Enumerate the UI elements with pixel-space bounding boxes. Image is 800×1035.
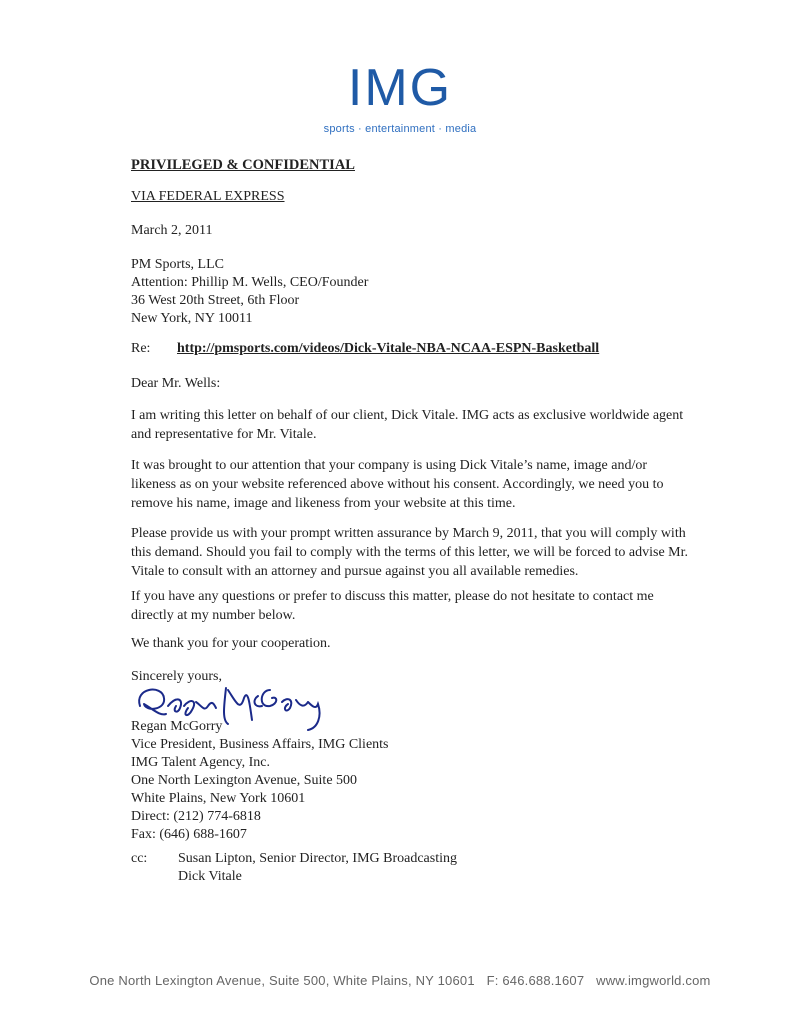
re-label: Re: xyxy=(131,341,151,356)
signer-fax: Fax: (646) 688-1607 xyxy=(131,827,247,842)
footer-website: www.imgworld.com xyxy=(596,973,711,988)
paragraph-1 xyxy=(131,406,691,444)
cc-recipient-2: Dick Vitale xyxy=(178,869,242,884)
recipient-street: 36 West 20th Street, 6th Floor xyxy=(131,293,300,308)
img-logo-mark: IMG xyxy=(347,59,453,117)
signer-address-2: White Plains, New York 10601 xyxy=(131,791,306,806)
footer-address: One North Lexington Avenue, Suite 500, White Plains, NY 10601 xyxy=(89,973,475,988)
letterhead-footer xyxy=(0,973,800,988)
paragraph-2 xyxy=(131,456,686,513)
thanks-line: We thank you for your cooperation. xyxy=(131,636,331,651)
paragraph-2-text: It was brought to our attention that your company is using Dick Vitale’s name, image and/or likeness as on your website referenced above without his consent. Accordingly, we need you to remove his name, image and likeness from your website at this time. xyxy=(131,458,664,511)
recipient-company: PM Sports, LLC xyxy=(131,257,224,272)
delivery-method: VIA FEDERAL EXPRESS xyxy=(131,189,285,204)
cc-label: cc: xyxy=(131,851,148,866)
cc-recipient-1: Susan Lipton, Senior Director, IMG Broadcasting xyxy=(178,851,458,866)
recipient-attention: Attention: Phillip M. Wells, CEO/Founder xyxy=(131,275,369,290)
signer-direct-phone: Direct: (212) 774-6818 xyxy=(131,809,261,824)
letterhead-logo xyxy=(0,60,800,116)
footer-fax: F: 646.688.1607 xyxy=(486,973,585,988)
logo-tagline: sports · entertainment · media xyxy=(323,123,477,135)
recipient-address xyxy=(131,256,368,328)
signer-title: Vice President, Business Affairs, IMG Clients xyxy=(131,737,389,752)
paragraph-4-text: If you have any questions or prefer to discuss this matter, please do not hesitate to contact me directly at my number below. xyxy=(131,589,654,623)
paragraph-4 xyxy=(131,587,691,625)
paragraph-3 xyxy=(131,524,691,581)
re-url: http://pmsports.com/videos/Dick-Vitale-NBA-NCAA-ESPN-Basketball xyxy=(177,341,600,356)
closing-sincerely: Sincerely yours, xyxy=(131,669,222,684)
signer-address-1: One North Lexington Avenue, Suite 500 xyxy=(131,773,358,788)
cc-list xyxy=(178,850,457,886)
recipient-city: New York, NY 10011 xyxy=(131,311,253,326)
letter-date: March 2, 2011 xyxy=(131,223,213,238)
paragraph-1-text: I am writing this letter on behalf of our client, Dick Vitale. IMG acts as exclusive worldwide agent and representative for Mr. Vitale. xyxy=(131,408,684,442)
paragraph-3-text: Please provide us with your prompt written assurance by March 9, 2011, that you will comply with this demand. Should you fail to comply with the terms of this letter, we will be forced to advise Mr. Vitale to consult with an attorney and pursue against you all available remedies. xyxy=(131,526,689,579)
salutation: Dear Mr. Wells: xyxy=(131,376,221,391)
signer-name: Regan McGorry xyxy=(131,719,223,734)
confidential-heading: PRIVILEGED & CONFIDENTIAL xyxy=(131,157,355,173)
signer-company: IMG Talent Agency, Inc. xyxy=(131,755,270,770)
signature-block xyxy=(131,718,389,844)
